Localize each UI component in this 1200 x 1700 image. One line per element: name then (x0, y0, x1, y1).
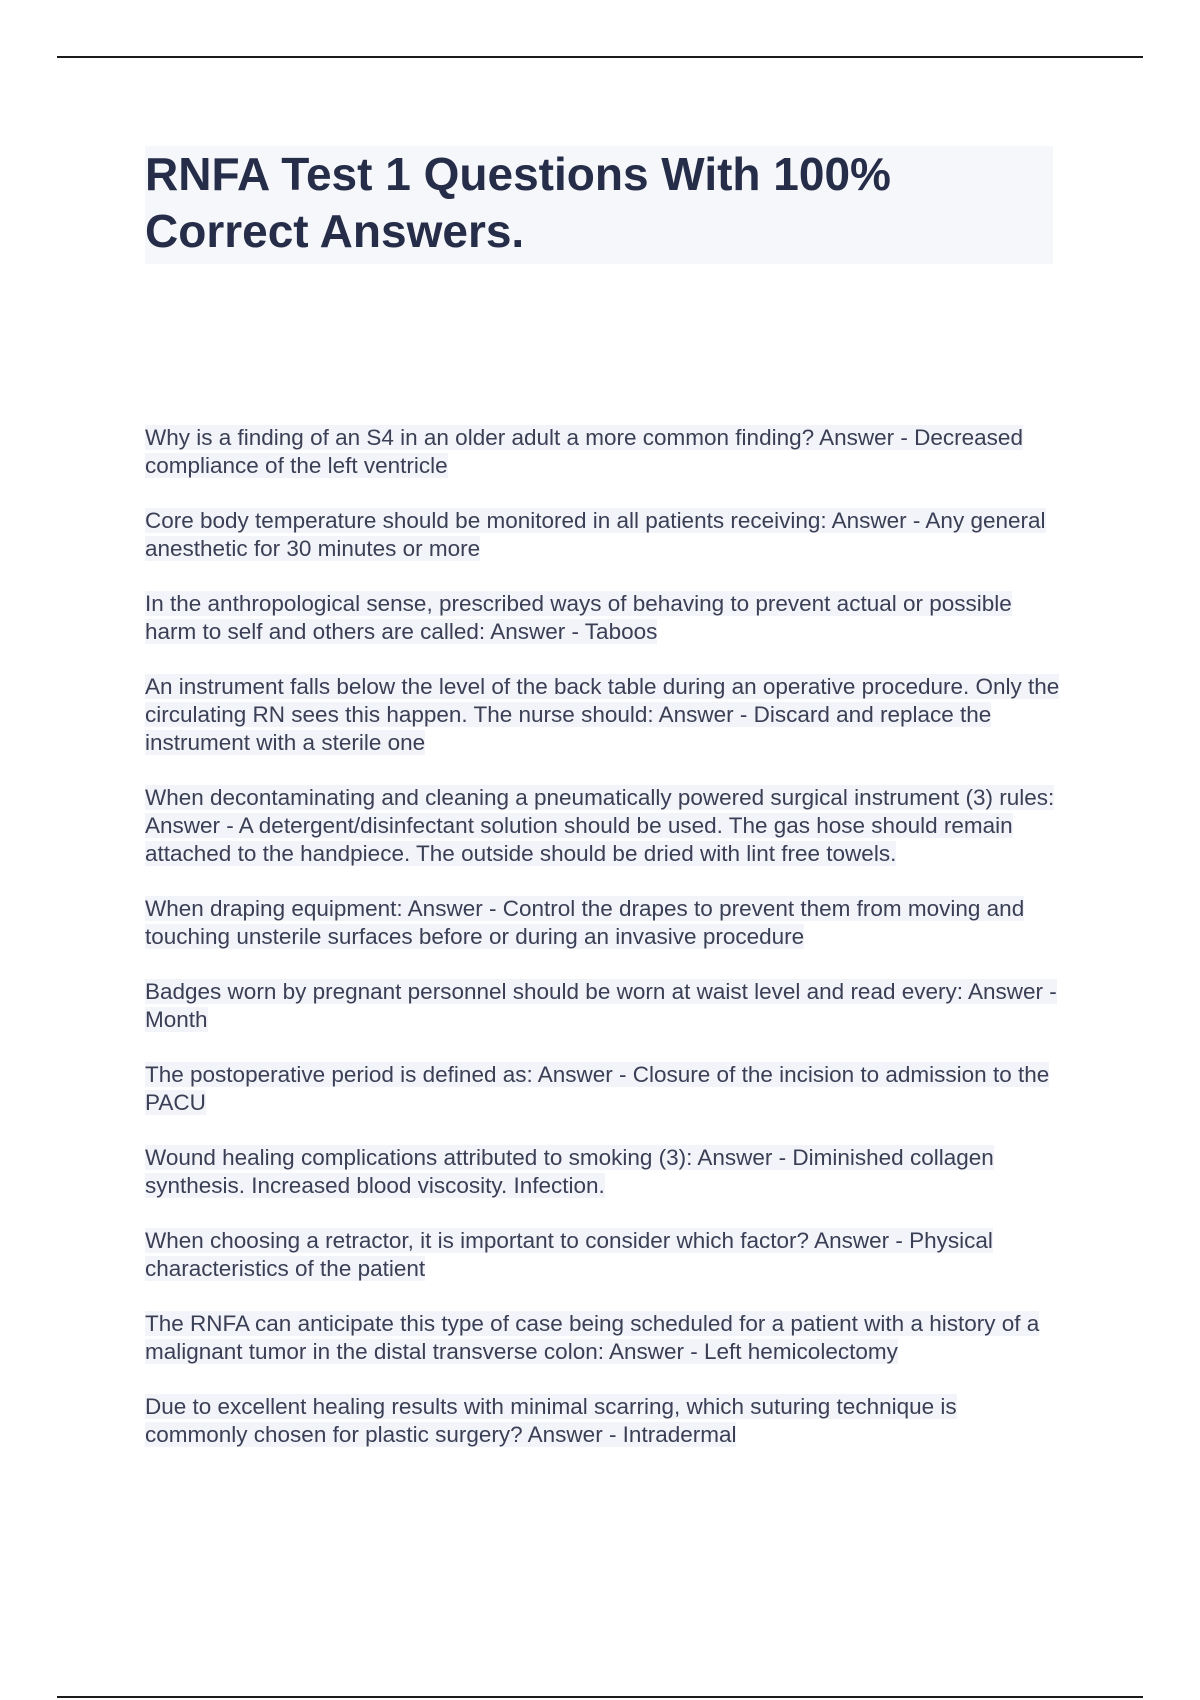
qa-item (145, 1061, 1060, 1117)
title-block (145, 146, 1053, 264)
qa-item-text: The postoperative period is defined as: Answer - Closure of the incision to admission to the PACU (145, 1062, 1050, 1115)
qa-item-text: Badges worn by pregnant personnel should be worn at waist level and read every: Answer - Month (145, 979, 1057, 1032)
qa-item (145, 1393, 1060, 1449)
qa-item (145, 424, 1060, 480)
qa-item-text: Core body temperature should be monitored in all patients receiving: Answer - Any general anesthetic for 30 minutes or more (145, 508, 1046, 561)
qa-item (145, 507, 1060, 563)
qa-item-text: An instrument falls below the level of the back table during an operative procedure. Only the circulating RN sees this happen. The nurse should: Answer - Discard and replace the instrument with a sterile one (145, 674, 1060, 755)
qa-item (145, 1227, 1060, 1283)
qa-item-text: When draping equipment: Answer - Control the drapes to prevent them from moving and touching unsterile surfaces before or during an invasive procedure (145, 896, 1025, 949)
qa-item (145, 590, 1060, 646)
top-rule (57, 56, 1143, 58)
qa-item (145, 978, 1060, 1034)
qa-item-text: In the anthropological sense, prescribed ways of behaving to prevent actual or possible harm to self and others are called: Answer - Taboos (145, 591, 1012, 644)
page-title: RNFA Test 1 Questions With 100% Correct Answers. (145, 148, 891, 257)
qa-item (145, 784, 1060, 868)
qa-item-text: When choosing a retractor, it is important to consider which factor? Answer - Physical characteristics of the patient (145, 1228, 993, 1281)
qa-item (145, 1310, 1060, 1366)
qa-item-text: Wound healing complications attributed to smoking (3): Answer - Diminished collagen synthesis. Increased blood viscosity. Infection. (145, 1145, 994, 1198)
qa-item (145, 895, 1060, 951)
qa-item-text: The RNFA can anticipate this type of case being scheduled for a patient with a history of a malignant tumor in the distal transverse colon: Answer - Left hemicolectomy (145, 1311, 1040, 1364)
qa-list (145, 424, 1060, 1476)
qa-item (145, 673, 1060, 757)
qa-item-text: When decontaminating and cleaning a pneumatically powered surgical instrument (3) rules: Answer - A detergent/disinfectant solution should be used. The gas hose should remain attached to the handpiece. The outside should be dried with lint free towels. (145, 785, 1055, 866)
qa-item-text: Why is a finding of an S4 in an older adult a more common finding? Answer - Decreased compliance of the left ventricle (145, 425, 1023, 478)
bottom-rule (57, 1696, 1143, 1698)
qa-item (145, 1144, 1060, 1200)
qa-item-text: Due to excellent healing results with minimal scarring, which suturing technique is commonly chosen for plastic surgery? Answer - Intradermal (145, 1394, 957, 1447)
